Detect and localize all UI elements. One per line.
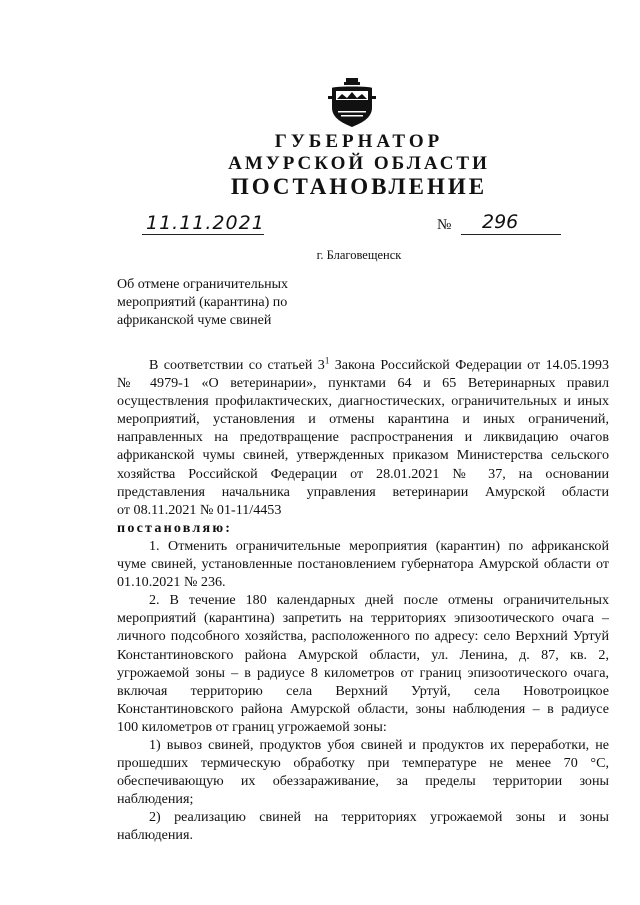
item-2-line: 100 километров от границ угрожаемой зоны:	[117, 718, 387, 735]
resolve-heading: постановляю:	[117, 519, 233, 536]
document-date: 11.11.2021	[146, 212, 265, 234]
document-subject	[117, 276, 377, 330]
body-line: хозяйства Российской Федерации от 28.01.2021 № 37, на основании	[117, 465, 609, 482]
document-type-title: ПОСТАНОВЛЕНИЕ	[230, 174, 488, 199]
body-line: В соответствии со статьей $3^1$ Закона Российской Федерации от 14.05.1993	[149, 356, 609, 373]
date-underline	[142, 234, 264, 235]
document-number-label: №	[437, 217, 452, 233]
subject-line: африканской чуме свиней	[117, 313, 272, 328]
subitem-1-line: обеспечивающую их обеззараживание, за пределы территории зоны	[117, 773, 609, 790]
subitem-2-line: наблюдения.	[117, 827, 193, 844]
header-region: АМУРСКОЙ ОБЛАСТИ	[228, 153, 490, 174]
item-2-line: 2. В течение 180 календарных дней после отмены ограничительных	[149, 592, 609, 609]
item-1-line: 1. Отменить ограничительные мероприятия (карантин) по африканской	[149, 537, 609, 554]
subitem-2-line: 2) реализацию свиней на территориях угрожаемой зоны и зоны	[149, 809, 609, 826]
item-2-line: личного подсобного хозяйства, расположенного по адресу: село Верхний Уртуй	[117, 628, 609, 645]
item-2-line: угрожаемой зоны – в радиусе 8 километров от границ эпизоотического очага,	[117, 664, 609, 681]
item-2-line: включая территорию села Верхний Уртуй, села Новотроицкое	[117, 682, 609, 699]
body-line: африканской чумы свиней, утвержденных приказом Министерства сельского	[117, 447, 609, 464]
coat-of-arms-emblem	[326, 78, 378, 128]
city-line: г. Благовещенск	[316, 248, 402, 262]
item-2-line: мероприятий (карантина) запретить на территориях эпизоотического очага –	[117, 610, 609, 627]
item-1-line: чуме свиней, установленные постановлением губернатора Амурской области от	[117, 556, 609, 573]
number-underline	[461, 234, 561, 235]
body-line: представления начальника управления ветеринарии Амурской области	[117, 483, 609, 500]
document-body	[117, 356, 609, 845]
body-line: № 4979-1 «О ветеринарии», пунктами 64 и 65 Ветеринарных правил	[117, 375, 609, 392]
item-2-line: Константиновского района Амурской области, зоны наблюдения – в радиусе	[117, 700, 609, 717]
subitem-1-line: 1) вывоз свиней, продуктов убоя свиней и продуктов их переработки, не	[149, 736, 609, 753]
document-number: 296	[482, 211, 519, 233]
subject-line: мероприятий (карантина) по	[117, 295, 288, 310]
body-line: мероприятий, установления и отмены карантина и иных ограничений,	[117, 411, 609, 428]
subitem-1-line: наблюдения;	[117, 791, 194, 808]
body-line: от 08.11.2021 № 01-11/4453	[117, 501, 282, 518]
header-governor: ГУБЕРНАТОР	[274, 131, 444, 152]
body-line: осуществления профилактических, диагностических, ограничительных и иных	[117, 393, 609, 410]
item-1-line: 01.10.2021 № 236.	[117, 574, 226, 591]
body-line: направленных на предотвращение распространения и ликвидацию очагов	[117, 429, 609, 446]
subitem-1-line: прошедших термическую обработку при температуре не менее 70 °С,	[117, 755, 609, 772]
subject-line: Об отмене ограничительных	[117, 277, 289, 292]
item-2-line: Константиновского района Амурской области, ул. Ленина, д. 87, кв. 2,	[117, 646, 609, 663]
